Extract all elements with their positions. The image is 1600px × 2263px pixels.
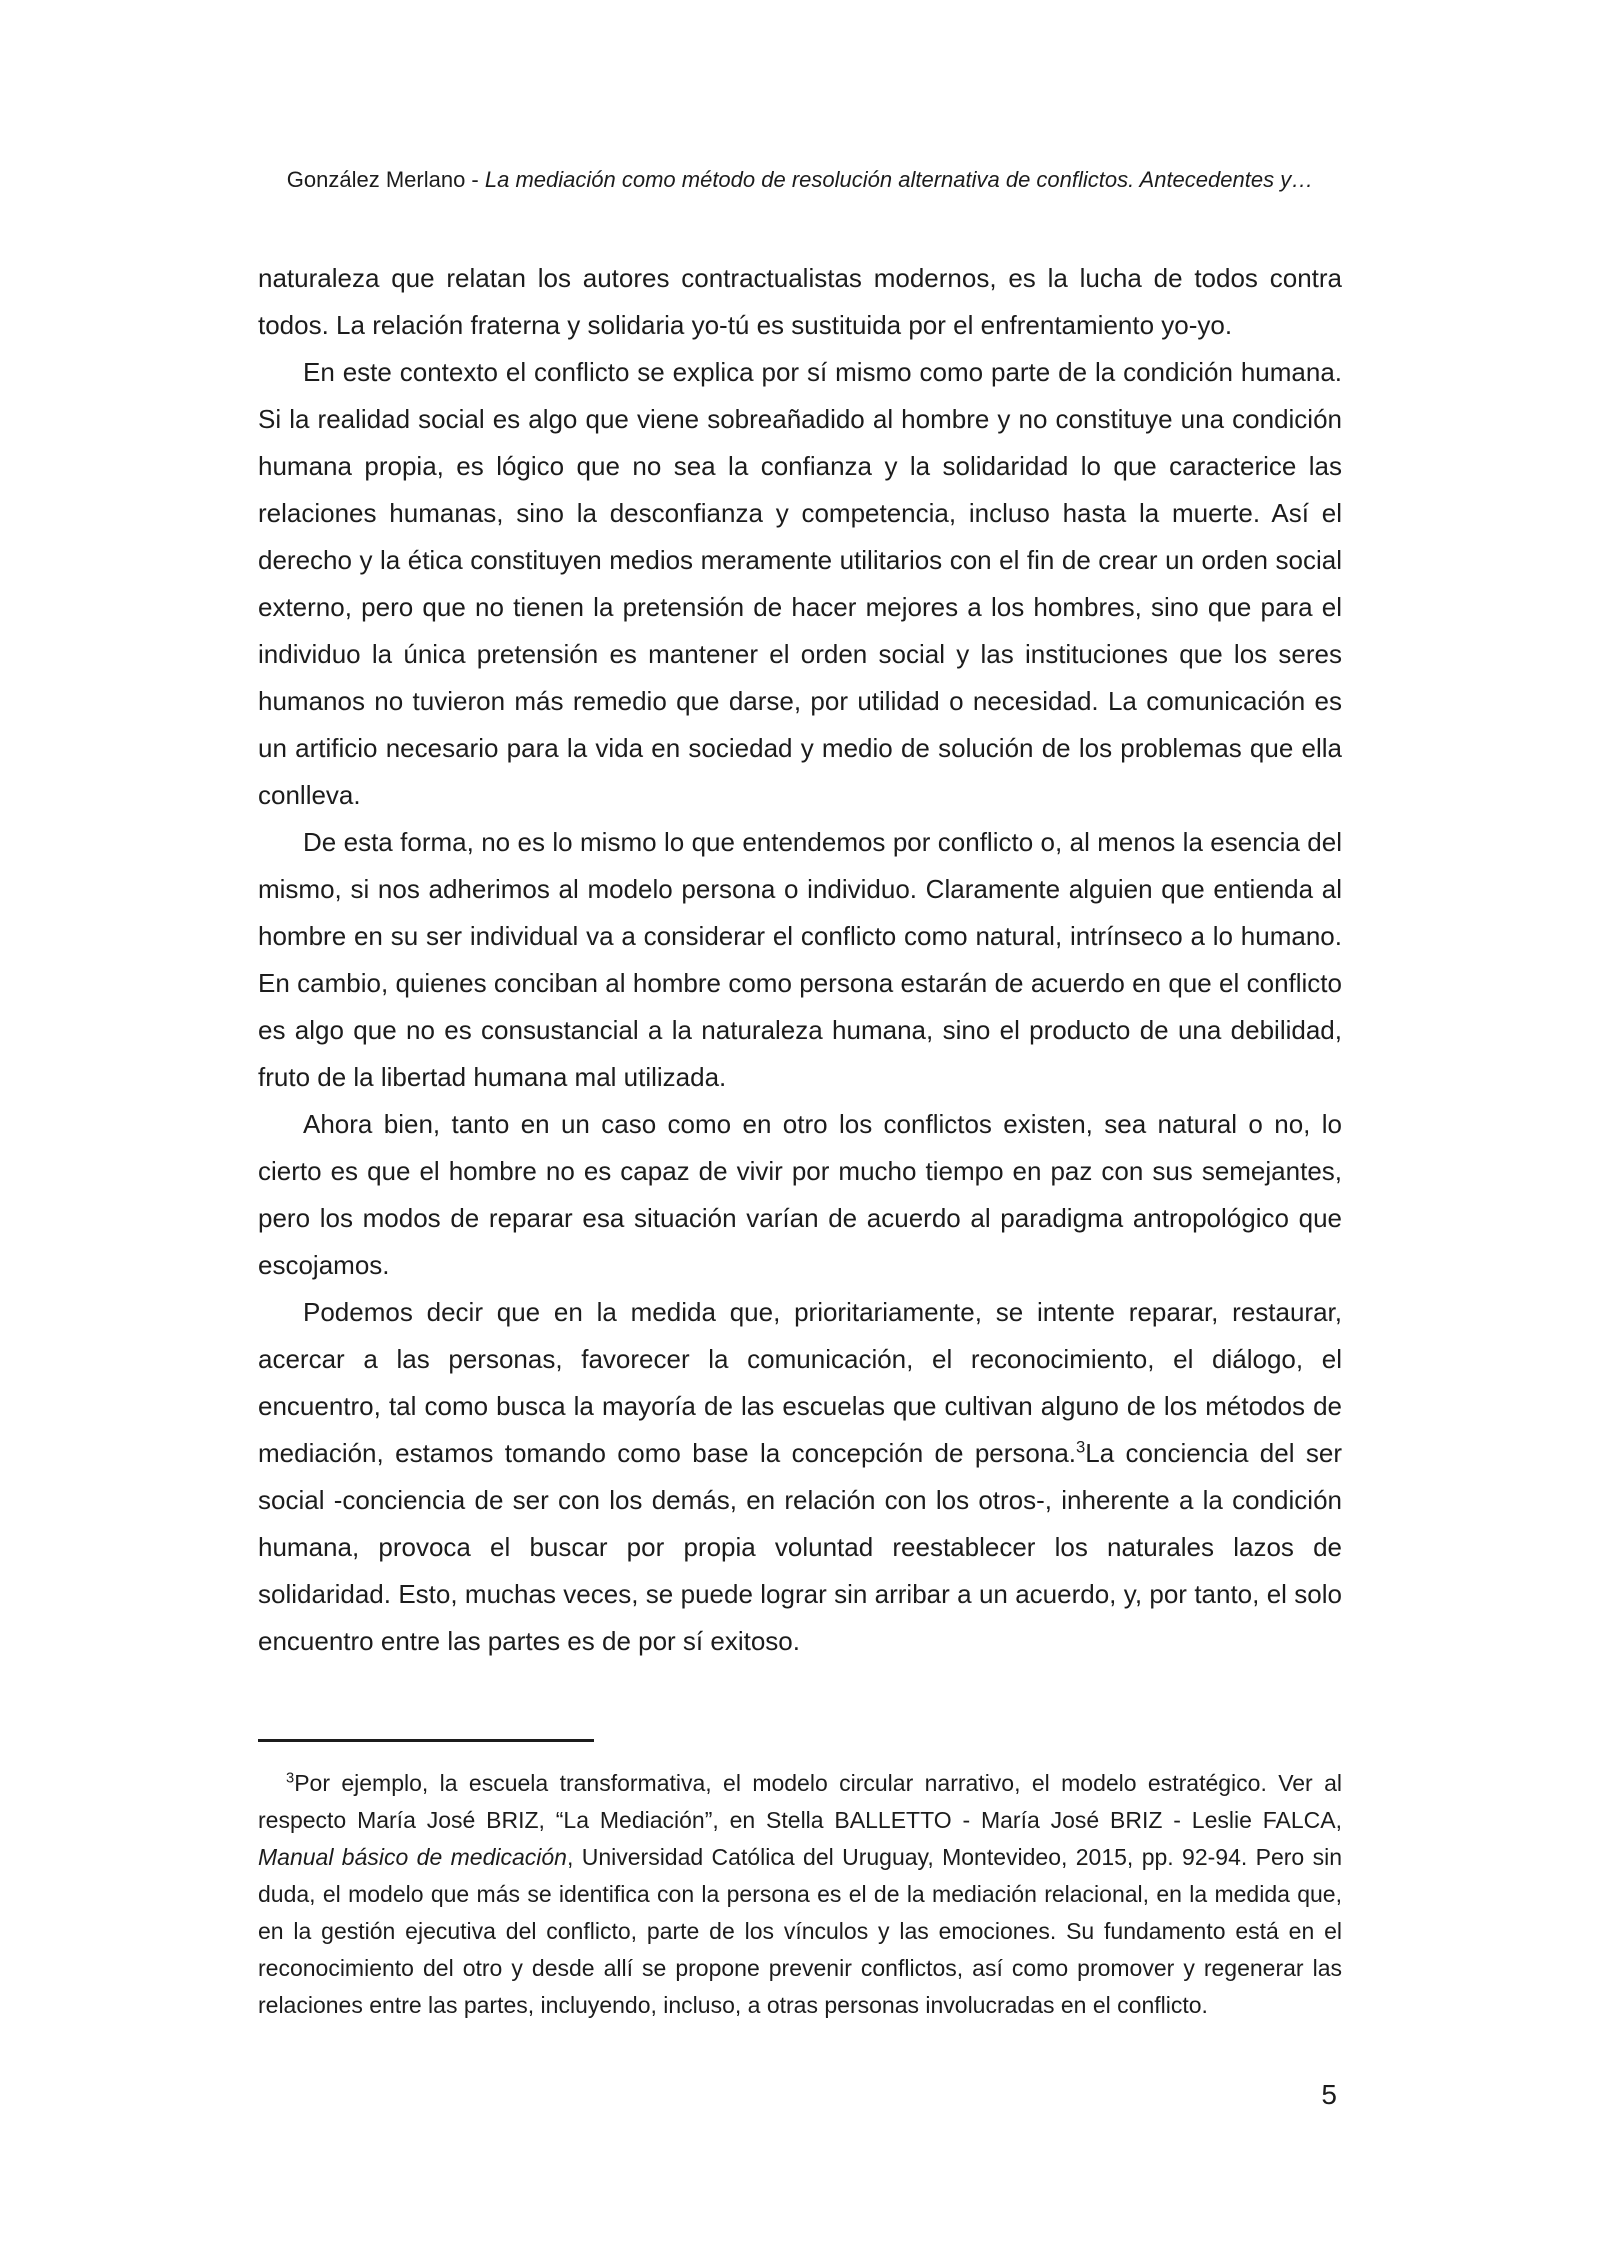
footnote-paragraph xyxy=(258,1765,1342,2024)
footnote-number: 3 xyxy=(286,1770,295,1787)
paragraph-text: La conciencia del ser social -conciencia de ser con los demás, en relación con los otros-, inherente a la condición humana, provoca el buscar por propia voluntad reestablecer los naturales lazos de solidaridad. Esto, muchas veces, se puede lograr sin arribar a un acuerdo, y, por tanto, el solo encuentro entre las partes es de por sí exitoso. xyxy=(258,1438,1342,1656)
footnote-book-title: Manual básico de medicación xyxy=(258,1844,567,1870)
body-text xyxy=(258,255,1342,1665)
running-header xyxy=(0,166,1600,194)
header-document-title: La mediación como método de resolución alternativa de conflictos. Antecedentes y… xyxy=(484,167,1314,192)
page-number: 5 xyxy=(1321,2079,1337,2110)
footnote-text: Por ejemplo, la escuela transformativa, el modelo circular narrativo, el modelo estratégico. Ver al respecto María José BRIZ, “La Mediación”, en Stella BALLETTO - María José BRIZ - Leslie FALCA, xyxy=(258,1770,1342,1833)
paragraph: naturaleza que relatan los autores contractualistas modernos, es la lucha de todos contra todos. La relación fraterna y solidaria yo-tú es sustituida por el enfrentamiento yo-yo. xyxy=(258,263,1342,340)
footnote xyxy=(258,1765,1342,2024)
paragraph: Ahora bien, tanto en un caso como en otro los conflictos existen, sea natural o no, lo cierto es que el hombre no es capaz de vivir por mucho tiempo en paz con sus semejantes, pero los modos de reparar esa situación varían de acuerdo al paradigma antropológico que escojamos. xyxy=(258,1109,1342,1280)
header-author: González Merlano - xyxy=(286,167,485,192)
footnote-separator xyxy=(258,1739,594,1742)
paragraph xyxy=(258,1289,1342,1665)
paragraph: De esta forma, no es lo mismo lo que entendemos por conflicto o, al menos la esencia del mismo, si nos adherimos al modelo persona o individuo. Claramente alguien que entienda al hombre en su ser individual va a considerar el conflicto como natural, intrínseco a lo humano. En cambio, quienes conciban al hombre como persona estarán de acuerdo en que el conflicto es algo que no es consustancial a la naturaleza humana, sino el producto de una debilidad, fruto de la libertad humana mal utilizada. xyxy=(258,827,1342,1092)
footnote-text: , Universidad Católica del Uruguay, Montevideo, 2015, pp. 92-94. Pero sin duda, el modelo que más se identifica con la persona es el de la mediación relacional, en la medida que, en la gestión ejecutiva del conflicto, parte de los vínculos y las emociones. Su fundamento está en el reconocimiento del otro y desde allí se propone prevenir conflictos, así como promover y regenerar las relaciones entre las partes, incluyendo, incluso, a otras personas involucradas en el conflicto. xyxy=(258,1844,1342,2018)
footnote-reference-marker: 3 xyxy=(1076,1437,1086,1457)
paragraph-text: Podemos decir que en la medida que, prioritariamente, se intente reparar, restaurar, acercar a las personas, favorecer la comunicación, el reconocimiento, el diálogo, el encuentro, tal como busca la mayoría de las escuelas que cultivan alguno de los métodos de mediación, estamos tomando como base la concepción de persona. xyxy=(258,1297,1342,1468)
paragraph: En este contexto el conflicto se explica por sí mismo como parte de la condición humana. Si la realidad social es algo que viene sobreañadido al hombre y no constituye una condición humana propia, es lógico que no sea la confianza y la solidaridad lo que caracterice las relaciones humanas, sino la desconfianza y competencia, incluso hasta la muerte. Así el derecho y la ética constituyen medios meramente utilitarios con el fin de crear un orden social externo, pero que no tienen la pretensión de hacer mejores a los hombres, sino que para el individuo la única pretensión es mantener el orden social y las instituciones que los seres humanos no tuvieron más remedio que darse, por utilidad o necesidad. La comunicación es un artificio necesario para la vida en sociedad y medio de solución de los problemas que ella conlleva. xyxy=(258,357,1342,810)
